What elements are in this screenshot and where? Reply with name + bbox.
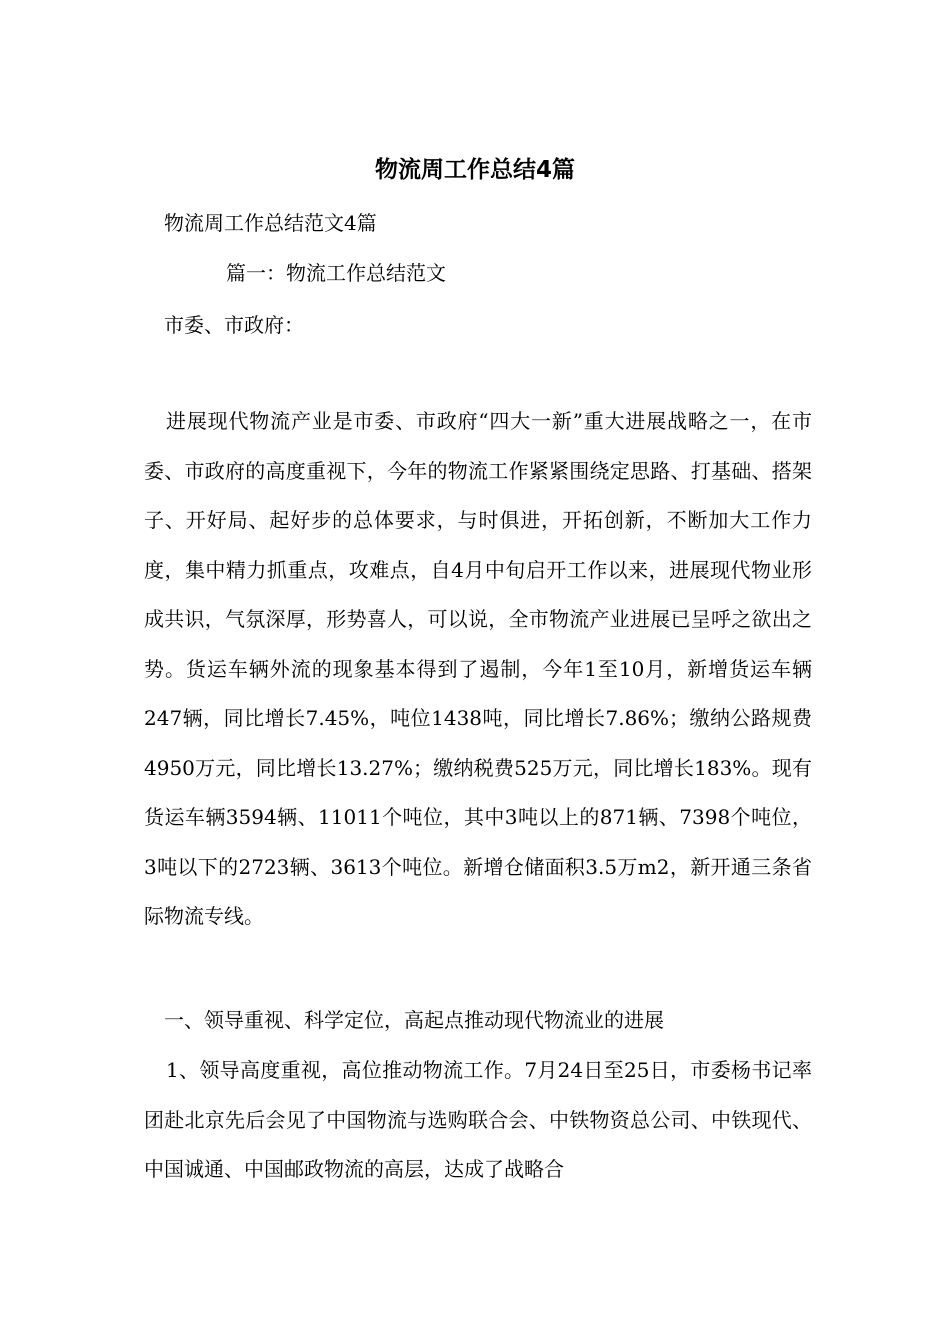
document-title: 物流周工作总结4篇 — [374, 157, 575, 183]
section-heading: 一、领导重视、科学定位，高起点推动现代物流业的进展 — [164, 1008, 664, 1032]
salutation: 市委、市政府： — [164, 313, 304, 337]
section-title: 篇一：物流工作总结范文 — [226, 261, 446, 285]
body-paragraph: 1、领导高度重视，高位推动物流工作。7月24日至25日，市委杨书记率团赴北京先后会见了中国物流与选购联合会、中铁物资总公司、中铁现代、中国诚通、中国邮政物流的高层，达成了战略合 — [144, 1058, 812, 1181]
body-paragraph: 进展现代物流产业是市委、市政府“四大一新”重大进展战略之一，在市委、市政府的高度重视下，今年的物流工作紧紧围绕定思路、打基础、搭架子、开好局、起好步的总体要求，与时俱进，开拓创新，不断加大工作力度，集中精力抓重点，攻难点，自4月中旬启开工作以来，进展现代物业形成共识，气氛深厚，形势喜人，可以说，全市物流产业进展已呈呼之欲出之势。货运车辆外流的现象基本得到了遏制，今年1至10月，新增货运车辆247辆，同比增长7.45%，吨位1438吨，同比增长7.86%；缴纳公路规费4950万元，同比增长13.27%；缴纳税费525万元，同比增长183%。现有货运车辆3594辆、11011个吨位，其中3吨以上的871辆、7398个吨位，3吨以下的2723辆、3613个吨位。新增仓储面积3.5万m2，新开通三条省际物流专线。 — [144, 409, 812, 928]
document-subtitle: 物流周工作总结范文4篇 — [164, 211, 377, 235]
